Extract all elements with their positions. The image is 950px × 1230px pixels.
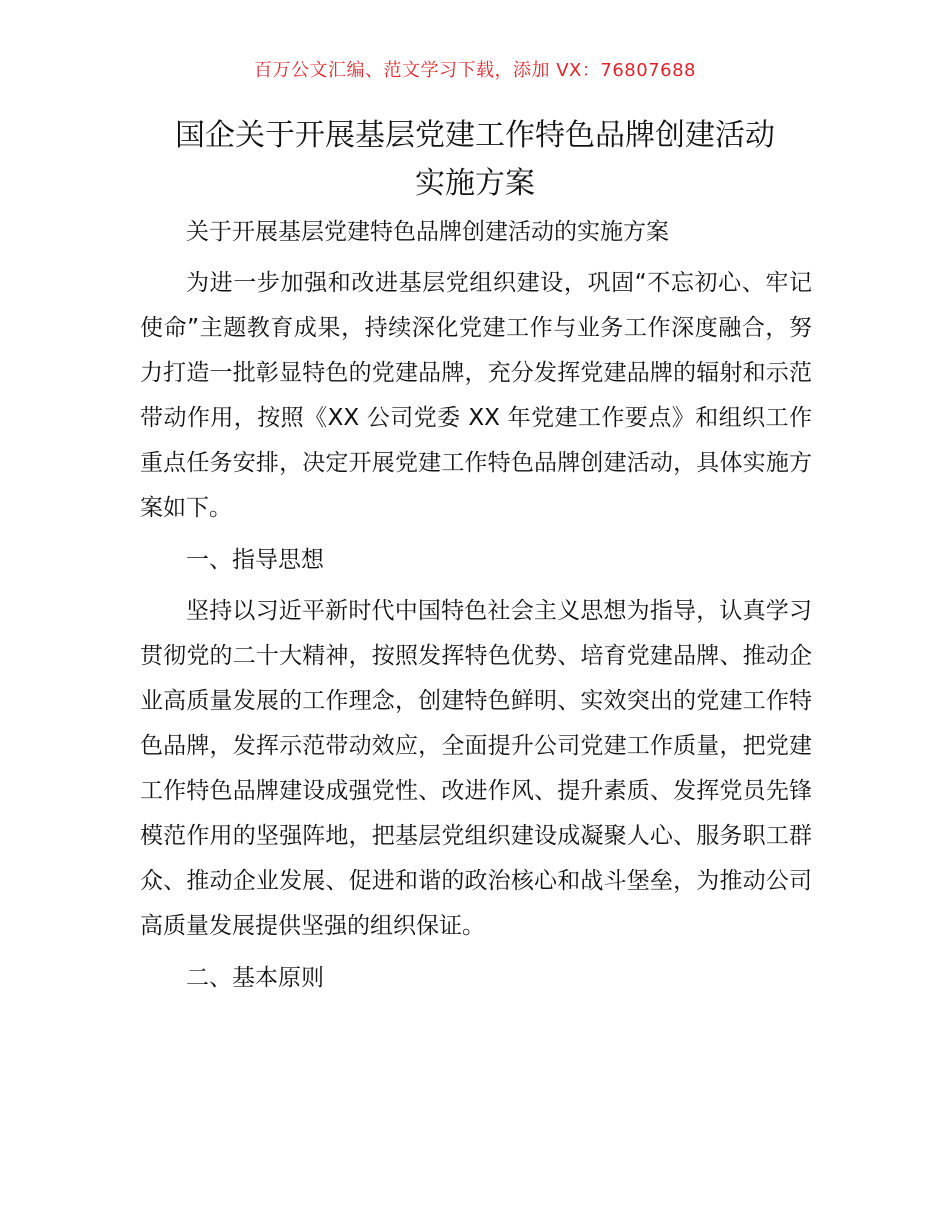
title-line-2: 实施方案 <box>415 166 535 201</box>
document-title <box>100 112 850 208</box>
section-1-paragraph: 坚持以习近平新时代中国特色社会主义思想为指导，认真学习贯彻党的二十大精神，按照发挥特色优势、培育党建品牌、推动企业高质量发展的工作理念，创建特色鲜明、实效突出的党建工作特色品牌，发挥示范带动效应，全面提升公司党建工作质量，把党建工作特色品牌建设成强党性、改进作风、提升素质、发挥党员先锋模范作用的坚强阵地，把基层党组织建设成凝聚人心、服务职工群众、推动企业发展、促进和谐的政治核心和战斗堡垒，为推动公司高质量发展提供坚强的组织保证。 <box>140 598 812 939</box>
title-line-1: 国企关于开展基层党建工作特色品牌创建活动 <box>175 118 775 153</box>
section-2-heading: 二、基本原则 <box>186 965 324 991</box>
document-subtitle: 关于开展基层党建特色品牌创建活动的实施方案 <box>186 219 669 245</box>
intro-paragraph: 为进一步加强和改进基层党组织建设，巩固“不忘初心、牢记使命”主题教育成果，持续深化党建工作与业务工作深度融合，努力打造一批彰显特色的党建品牌，充分发挥党建品牌的辐射和示范带动作用，按照《XX 公司党委 XX 年党建工作要点》和组织工作重点任务安排，决定开展党建工作特色品牌创建活动，具体实施方案如下。 <box>140 270 812 521</box>
header-banner: 百万公文汇编、范文学习下载，添加 VX：76807688 <box>254 60 696 81</box>
section-1-heading: 一、指导思想 <box>186 547 324 573</box>
document-body <box>140 210 812 1007</box>
